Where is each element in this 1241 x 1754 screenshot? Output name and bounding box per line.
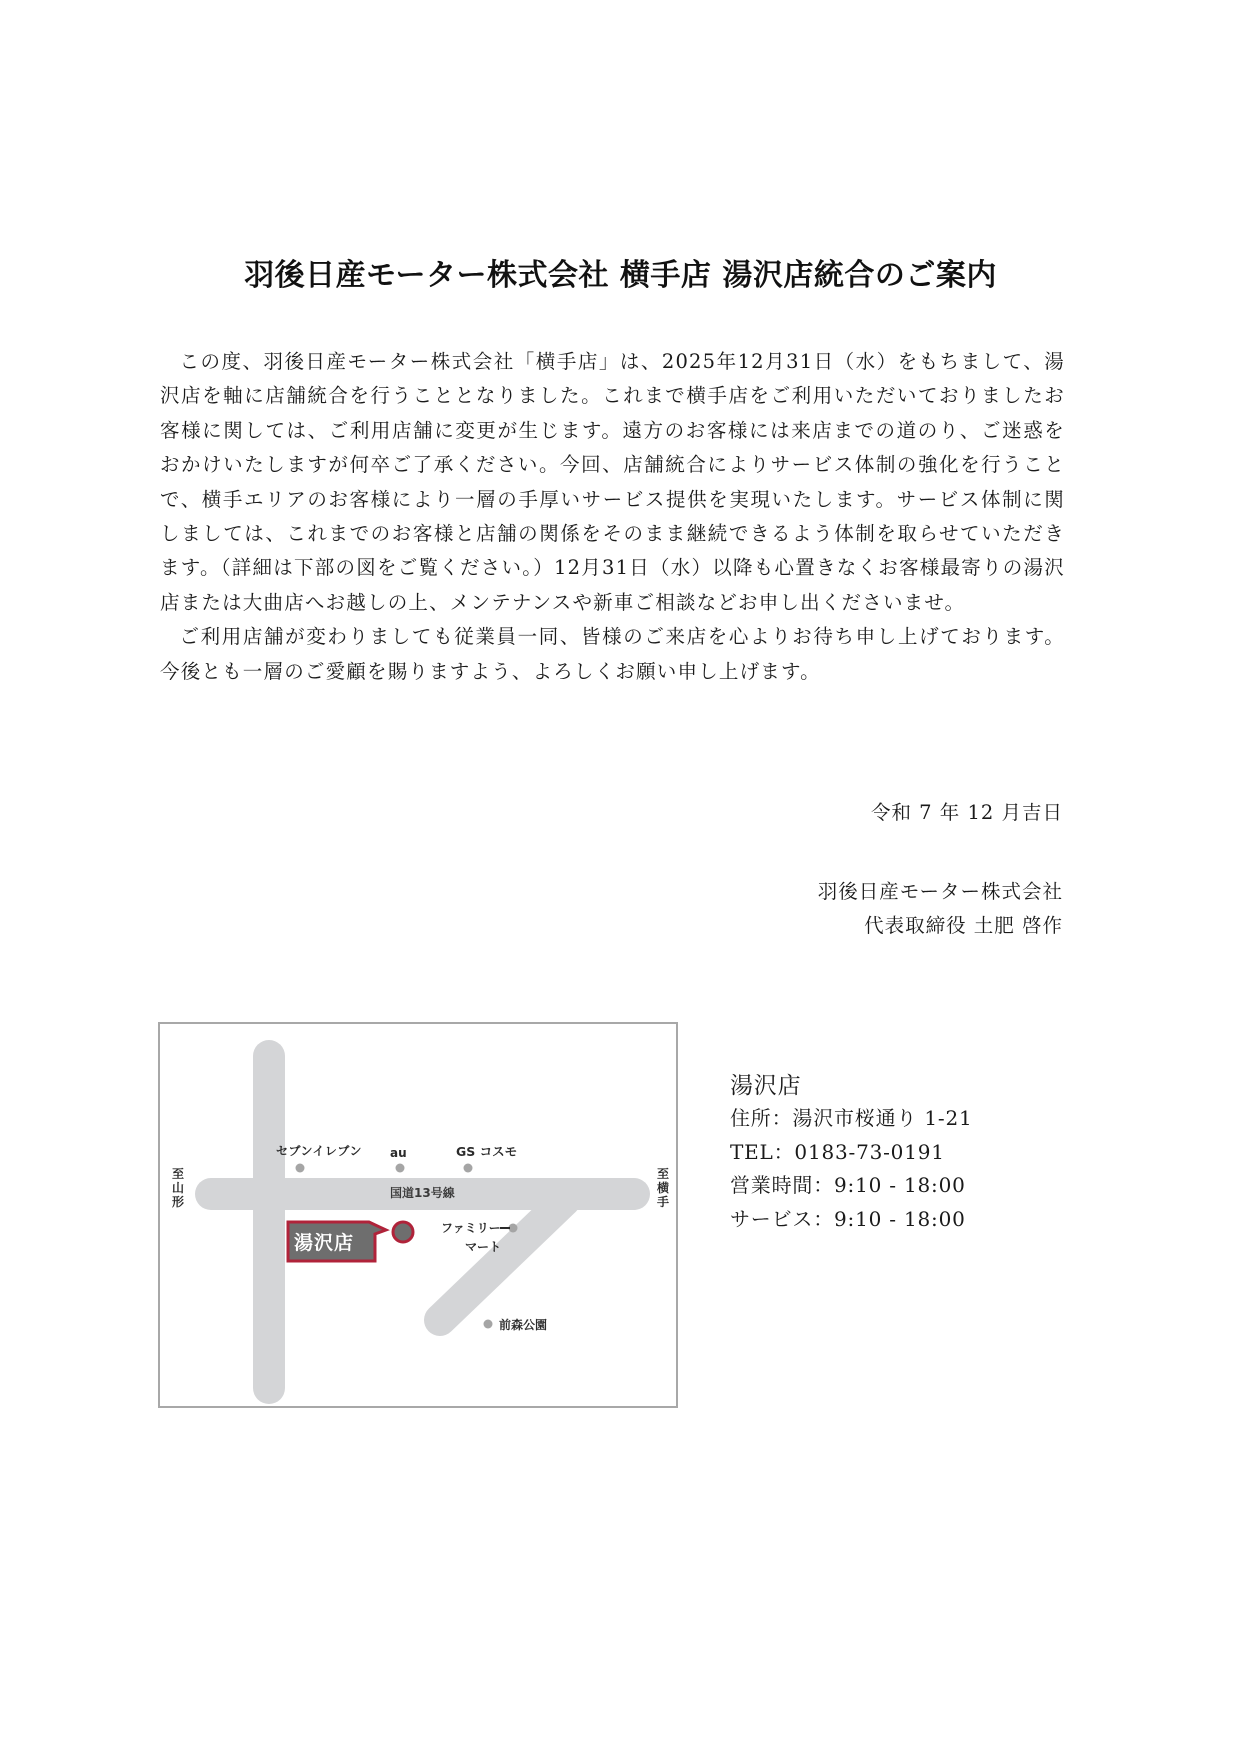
representative-name: 代表取締役 土肥 啓作 — [864, 914, 1063, 937]
store-name: 湯沢店 — [730, 1073, 802, 1099]
store-location-marker — [393, 1222, 413, 1242]
label-gs-cosmo: GS コスモ — [456, 1144, 518, 1159]
page-title: 羽後日産モーター株式会社 横手店 湯沢店統合のご案内 — [244, 258, 997, 293]
access-map — [158, 1022, 678, 1408]
diagonal-road — [440, 1200, 565, 1320]
store-info — [730, 1068, 973, 1236]
paragraph-2: ご利用店舗が変わりましても従業員一同、皆様のご来店を心よりお待ち申し上げております。今後とも一層のご愛顧を賜りますよう、よろしくお願い申し上げます。 — [160, 625, 1065, 683]
map-drawing — [160, 1024, 680, 1410]
label-maemori-park: 前森公園 — [499, 1318, 548, 1332]
label-seven-eleven: セブンイレブン — [276, 1144, 362, 1158]
company-name: 羽後日産モーター株式会社 — [817, 880, 1063, 903]
store-business-hours: 営業時間：9:10 - 18:00 — [730, 1173, 966, 1197]
store-address: 住所：湯沢市桜通り 1-21 — [730, 1106, 973, 1130]
label-store: 湯沢店 — [294, 1232, 355, 1254]
store-service-hours: サービス：9:10 - 18:00 — [730, 1206, 966, 1231]
label-route-13: 国道13号線 — [390, 1186, 455, 1200]
issue-date: 令和 7 年 12 月吉日 — [870, 801, 1063, 824]
au-dot — [396, 1164, 405, 1173]
maemori-park-dot — [484, 1320, 493, 1329]
store-tel: TEL：0183-73-0191 — [730, 1139, 945, 1164]
label-familymart-2: マート — [465, 1240, 502, 1254]
direction-yamagata: 至 山 形 — [172, 1167, 185, 1209]
signature-block — [818, 875, 1063, 943]
label-familymart-1: ファミリー — [441, 1221, 501, 1235]
seven-eleven-dot — [296, 1164, 305, 1173]
direction-yokote: 至 横 手 — [657, 1167, 670, 1209]
paragraph-1: この度、羽後日産モーター株式会社「横手店」は、2025年12月31日（水）をもちまして、湯沢店を軸に店舗統合を行うこととなりました。これまで横手店をご利用いただいておりましたお客様に関しては、ご利用店舗に変更が生じます。遠方のお客様には来店までの道のり、ご迷惑をおかけいたしますが何卒ご了承ください。今回、店舗統合によりサービス体制の強化を行うことで、横手エリアのお客様により一層の手厚いサービス提供を実現いたします。サービス体制に関しましては、これまでのお客様と店舗の関係をそのまま継続できるよう体制を取らせていただきます。（詳細は下部の図をご覧ください。）12月31日（水）以降も心置きなくお客様最寄りの湯沢店または大曲店へお越しの上、メンテナンスや新車ご相談などお申し出くださいませ。 — [160, 350, 1065, 614]
gs-cosmo-dot — [464, 1164, 473, 1173]
label-au: au — [390, 1146, 407, 1160]
announcement-body — [160, 345, 1065, 689]
